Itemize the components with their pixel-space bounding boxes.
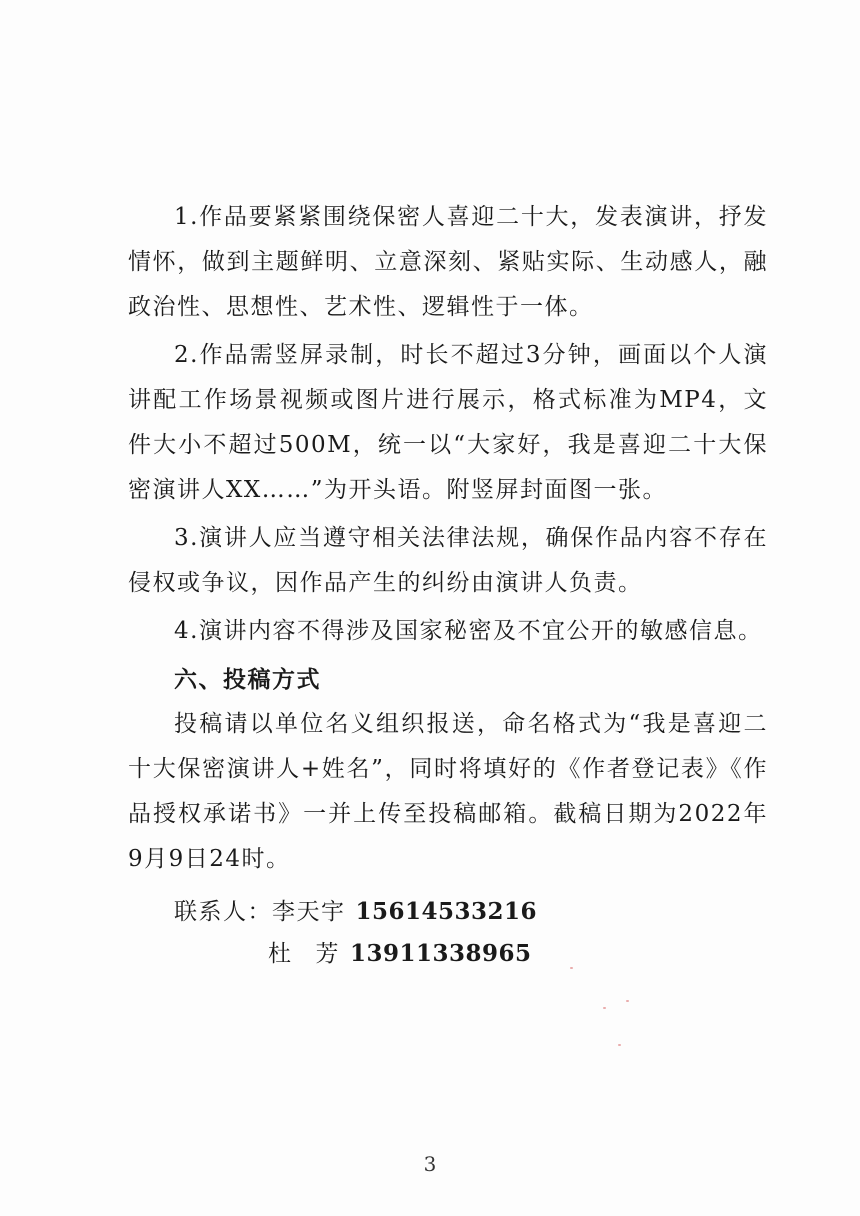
contact-name: 李天宇 — [272, 899, 346, 925]
contact-name-char: 芳 — [315, 941, 340, 967]
contact-phone: 13911338965 — [350, 940, 532, 967]
contact-phone: 15614533216 — [355, 898, 538, 925]
scan-speck — [618, 1044, 621, 1046]
contact-line-2 — [268, 935, 532, 968]
contact-name-char: 杜 — [268, 941, 293, 967]
requirement-paragraph-4: 4.演讲内容不得涉及国家秘密及不宜公开的敏感信息。 — [174, 618, 763, 644]
section-heading: 六、投稿方式 — [174, 666, 321, 693]
contact-label: 联系人： — [174, 899, 272, 925]
requirement-paragraph-1: 1.作品要紧紧围绕保密人喜迎二十大，发表演讲，抒发情怀，做到主题鲜明、立意深刻、紧贴实际、生动感人，融政治性、思想性、艺术性、逻辑性于一体。 — [128, 204, 768, 320]
document-body — [128, 195, 768, 882]
scan-speck — [570, 967, 573, 969]
page-number: 3 — [423, 1152, 437, 1176]
scan-speck — [603, 1007, 606, 1009]
scan-speck — [626, 1000, 629, 1002]
requirement-paragraph-2: 2.作品需竖屏录制，时长不超过3分钟，画面以个人演讲配工作场景视频或图片进行展示，格式标准为MP4，文件大小不超过500M，统一以“大家好，我是喜迎二十大保密演讲人XX……”为开头语。附竖屏封面图一张。 — [128, 342, 768, 503]
submission-paragraph: 投稿请以单位名义组织报送，命名格式为“我是喜迎二十大保密演讲人+姓名”，同时将填好的《作者登记表》《作品授权承诺书》一并上传至投稿邮箱。截稿日期为2022年9月9日24时。 — [128, 711, 768, 872]
requirement-paragraph-3: 3.演讲人应当遵守相关法律法规，确保作品内容不存在侵权或争议，因作品产生的纠纷由演讲人负责。 — [128, 525, 768, 596]
contact-line-1 — [174, 893, 537, 926]
